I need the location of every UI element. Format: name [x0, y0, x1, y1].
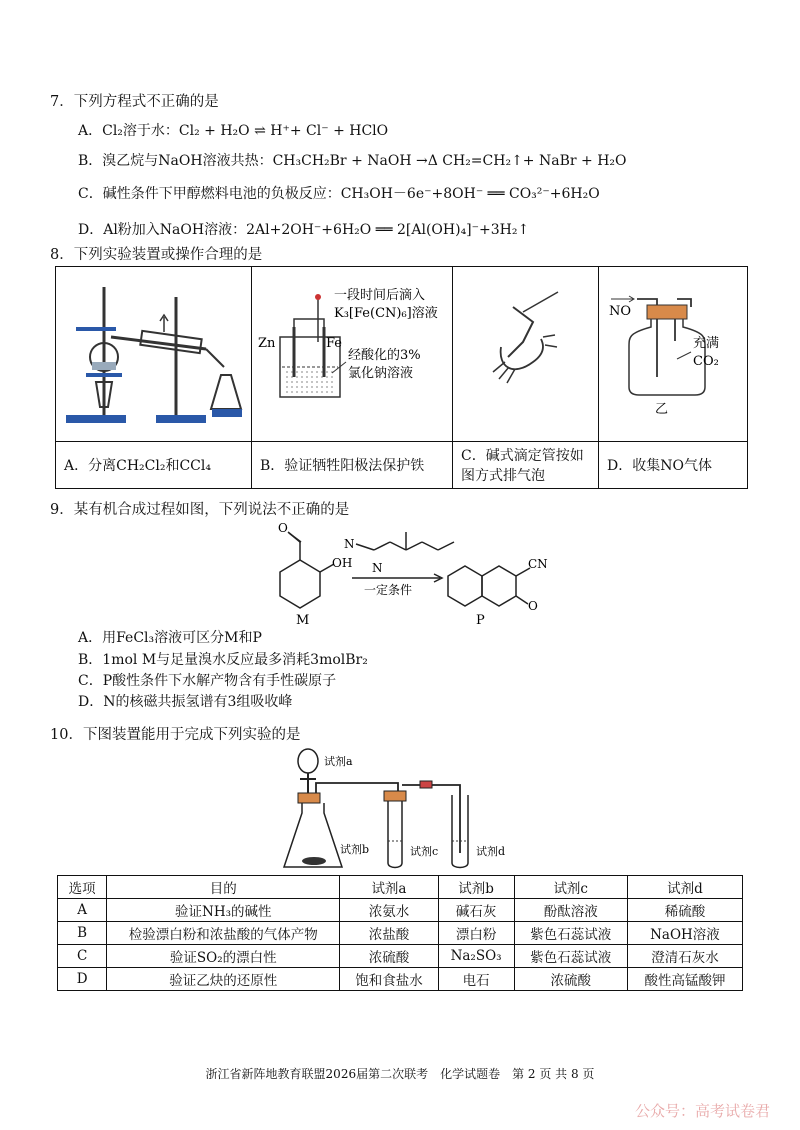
page-footer: 浙江省新阵地教育联盟2026届第二次联考 化学试题卷 第 2 页 共 8 页 — [205, 1067, 595, 1081]
electrochemistry-beaker-icon — [252, 267, 452, 437]
cell: D — [58, 968, 107, 991]
q10-options-table — [57, 875, 743, 991]
cell: Na₂SO₃ — [438, 945, 514, 968]
q9-option-a: A．用FeCl₃溶液可区分M和P — [78, 630, 262, 646]
q8-caption-c: C．碱式滴定管按如图方式排气泡 — [453, 442, 599, 489]
cell: NaOH溶液 — [627, 922, 742, 945]
q8-caption-b: B．验证牺牲阳极法保护铁 — [252, 442, 453, 489]
no-label: NO — [609, 304, 632, 319]
cell: 酚酞溶液 — [514, 899, 627, 922]
condition-label: 一定条件 — [364, 583, 413, 597]
q9-option-c: C．P酸性条件下水解产物含有手性碳原子 — [78, 673, 337, 689]
cell: 验证NH₃的碱性 — [107, 899, 340, 922]
cell: 紫色石蕊试液 — [514, 945, 627, 968]
cell: 漂白粉 — [438, 922, 514, 945]
distillation-apparatus-icon — [56, 267, 251, 437]
q9-reaction-scheme — [260, 520, 580, 630]
q8-figure-d — [599, 267, 748, 442]
p-label: P — [476, 613, 485, 628]
solution-label-2: 氯化钠溶液 — [348, 366, 414, 381]
q8-figure-a — [56, 267, 252, 442]
q9-option-b: B．1mol M与足量溴水反应最多消耗3molBr₂ — [78, 652, 368, 668]
q8-stem: 8．下列实验装置或操作合理的是 — [50, 247, 263, 263]
n-atom-label: N — [344, 537, 355, 551]
m-oxygen-label: O — [278, 521, 288, 535]
q7-option-b: B．溴乙烷与NaOH溶液共热：CH₃CH₂Br + NaOH →Δ CH₂=CH₂↑+ NaBr + H₂O — [78, 153, 627, 169]
table-row — [58, 922, 743, 945]
filled-label: 充满 — [693, 336, 720, 351]
cell: B — [58, 922, 107, 945]
oh-label: OH — [332, 556, 353, 570]
q9-option-d: D．N的核磁共振氢谱有3组吸收峰 — [78, 694, 293, 710]
reagent-label: K₃[Fe(CN)₆]溶液 — [334, 306, 438, 321]
zn-label: Zn — [258, 336, 276, 351]
fe-label: Fe — [326, 336, 343, 351]
m-label: M — [296, 613, 310, 628]
header-reagent-a: 试剂a — [340, 876, 438, 899]
cell: 饱和食盐水 — [340, 968, 438, 991]
q8-caption-a: A．分离CH₂Cl₂和CCl₄ — [56, 442, 252, 489]
cell: 检验漂白粉和浓盐酸的气体产物 — [107, 922, 340, 945]
q8-figure-c — [453, 267, 599, 442]
cell: 浓盐酸 — [340, 922, 438, 945]
cell: C — [58, 945, 107, 968]
q7-stem: 7．下列方程式不正确的是 — [50, 94, 219, 110]
watermark: 公众号：高考试卷君 — [634, 1102, 770, 1120]
header-reagent-c: 试剂c — [514, 876, 627, 899]
cell: 浓氨水 — [340, 899, 438, 922]
q7-option-c: C．碱性条件下甲醇燃料电池的负极反应：CH₃OH－6e⁻+8OH⁻ ══ CO₃²⁻+6H₂O — [78, 186, 600, 202]
cell: 澄清石灰水 — [627, 945, 742, 968]
table-row — [58, 945, 743, 968]
table-row — [58, 899, 743, 922]
burette-hand-icon — [453, 267, 598, 437]
q8-options-table — [55, 266, 748, 489]
gas-bottle-icon — [599, 267, 747, 437]
drip-label: 一段时间后滴入 — [334, 288, 426, 303]
q8-caption-d: D．收集NO气体 — [599, 442, 748, 489]
cell: 电石 — [438, 968, 514, 991]
cell: 验证乙炔的还原性 — [107, 968, 340, 991]
table-header-row — [58, 876, 743, 899]
q9-stem: 9．某有机合成过程如图，下列说法不正确的是 — [50, 502, 350, 518]
cell: 验证SO₂的漂白性 — [107, 945, 340, 968]
q10-apparatus-icon — [280, 743, 530, 875]
reagent-c-label: 试剂c — [410, 845, 439, 858]
header-purpose: 目的 — [107, 876, 340, 899]
cell: 碱石灰 — [438, 899, 514, 922]
cell: A — [58, 899, 107, 922]
solution-label-1: 经酸化的3% — [348, 348, 421, 363]
table-row — [58, 968, 743, 991]
reagent-n-label: N — [372, 561, 383, 575]
cn-label: CN — [528, 557, 548, 571]
header-reagent-b: 试剂b — [438, 876, 514, 899]
co2-label: CO₂ — [693, 354, 719, 369]
reagent-a-label: 试剂a — [324, 755, 353, 768]
cell: 浓硫酸 — [340, 945, 438, 968]
reagent-d-label: 试剂d — [476, 845, 506, 858]
cell: 紫色石蕊试液 — [514, 922, 627, 945]
bottle-label: 乙 — [655, 402, 669, 417]
q7-option-d: D．Al粉加入NaOH溶液：2Al+2OH⁻+6H₂O ══ 2[Al(OH)₄]⁻+3H₂↑ — [78, 222, 530, 238]
q10-stem: 10．下图装置能用于完成下列实验的是 — [50, 727, 301, 743]
cell: 酸性高锰酸钾 — [627, 968, 742, 991]
q8-figure-b — [252, 267, 453, 442]
cell: 浓硫酸 — [514, 968, 627, 991]
header-option: 选项 — [58, 876, 107, 899]
header-reagent-d: 试剂d — [627, 876, 742, 899]
q7-option-a: A．Cl₂溶于水：Cl₂ + H₂O ⇌ H⁺+ Cl⁻ + HClO — [78, 123, 389, 139]
cell: 稀硫酸 — [627, 899, 742, 922]
p-oxygen-label: O — [528, 599, 538, 613]
reagent-b-label: 试剂b — [340, 843, 370, 856]
